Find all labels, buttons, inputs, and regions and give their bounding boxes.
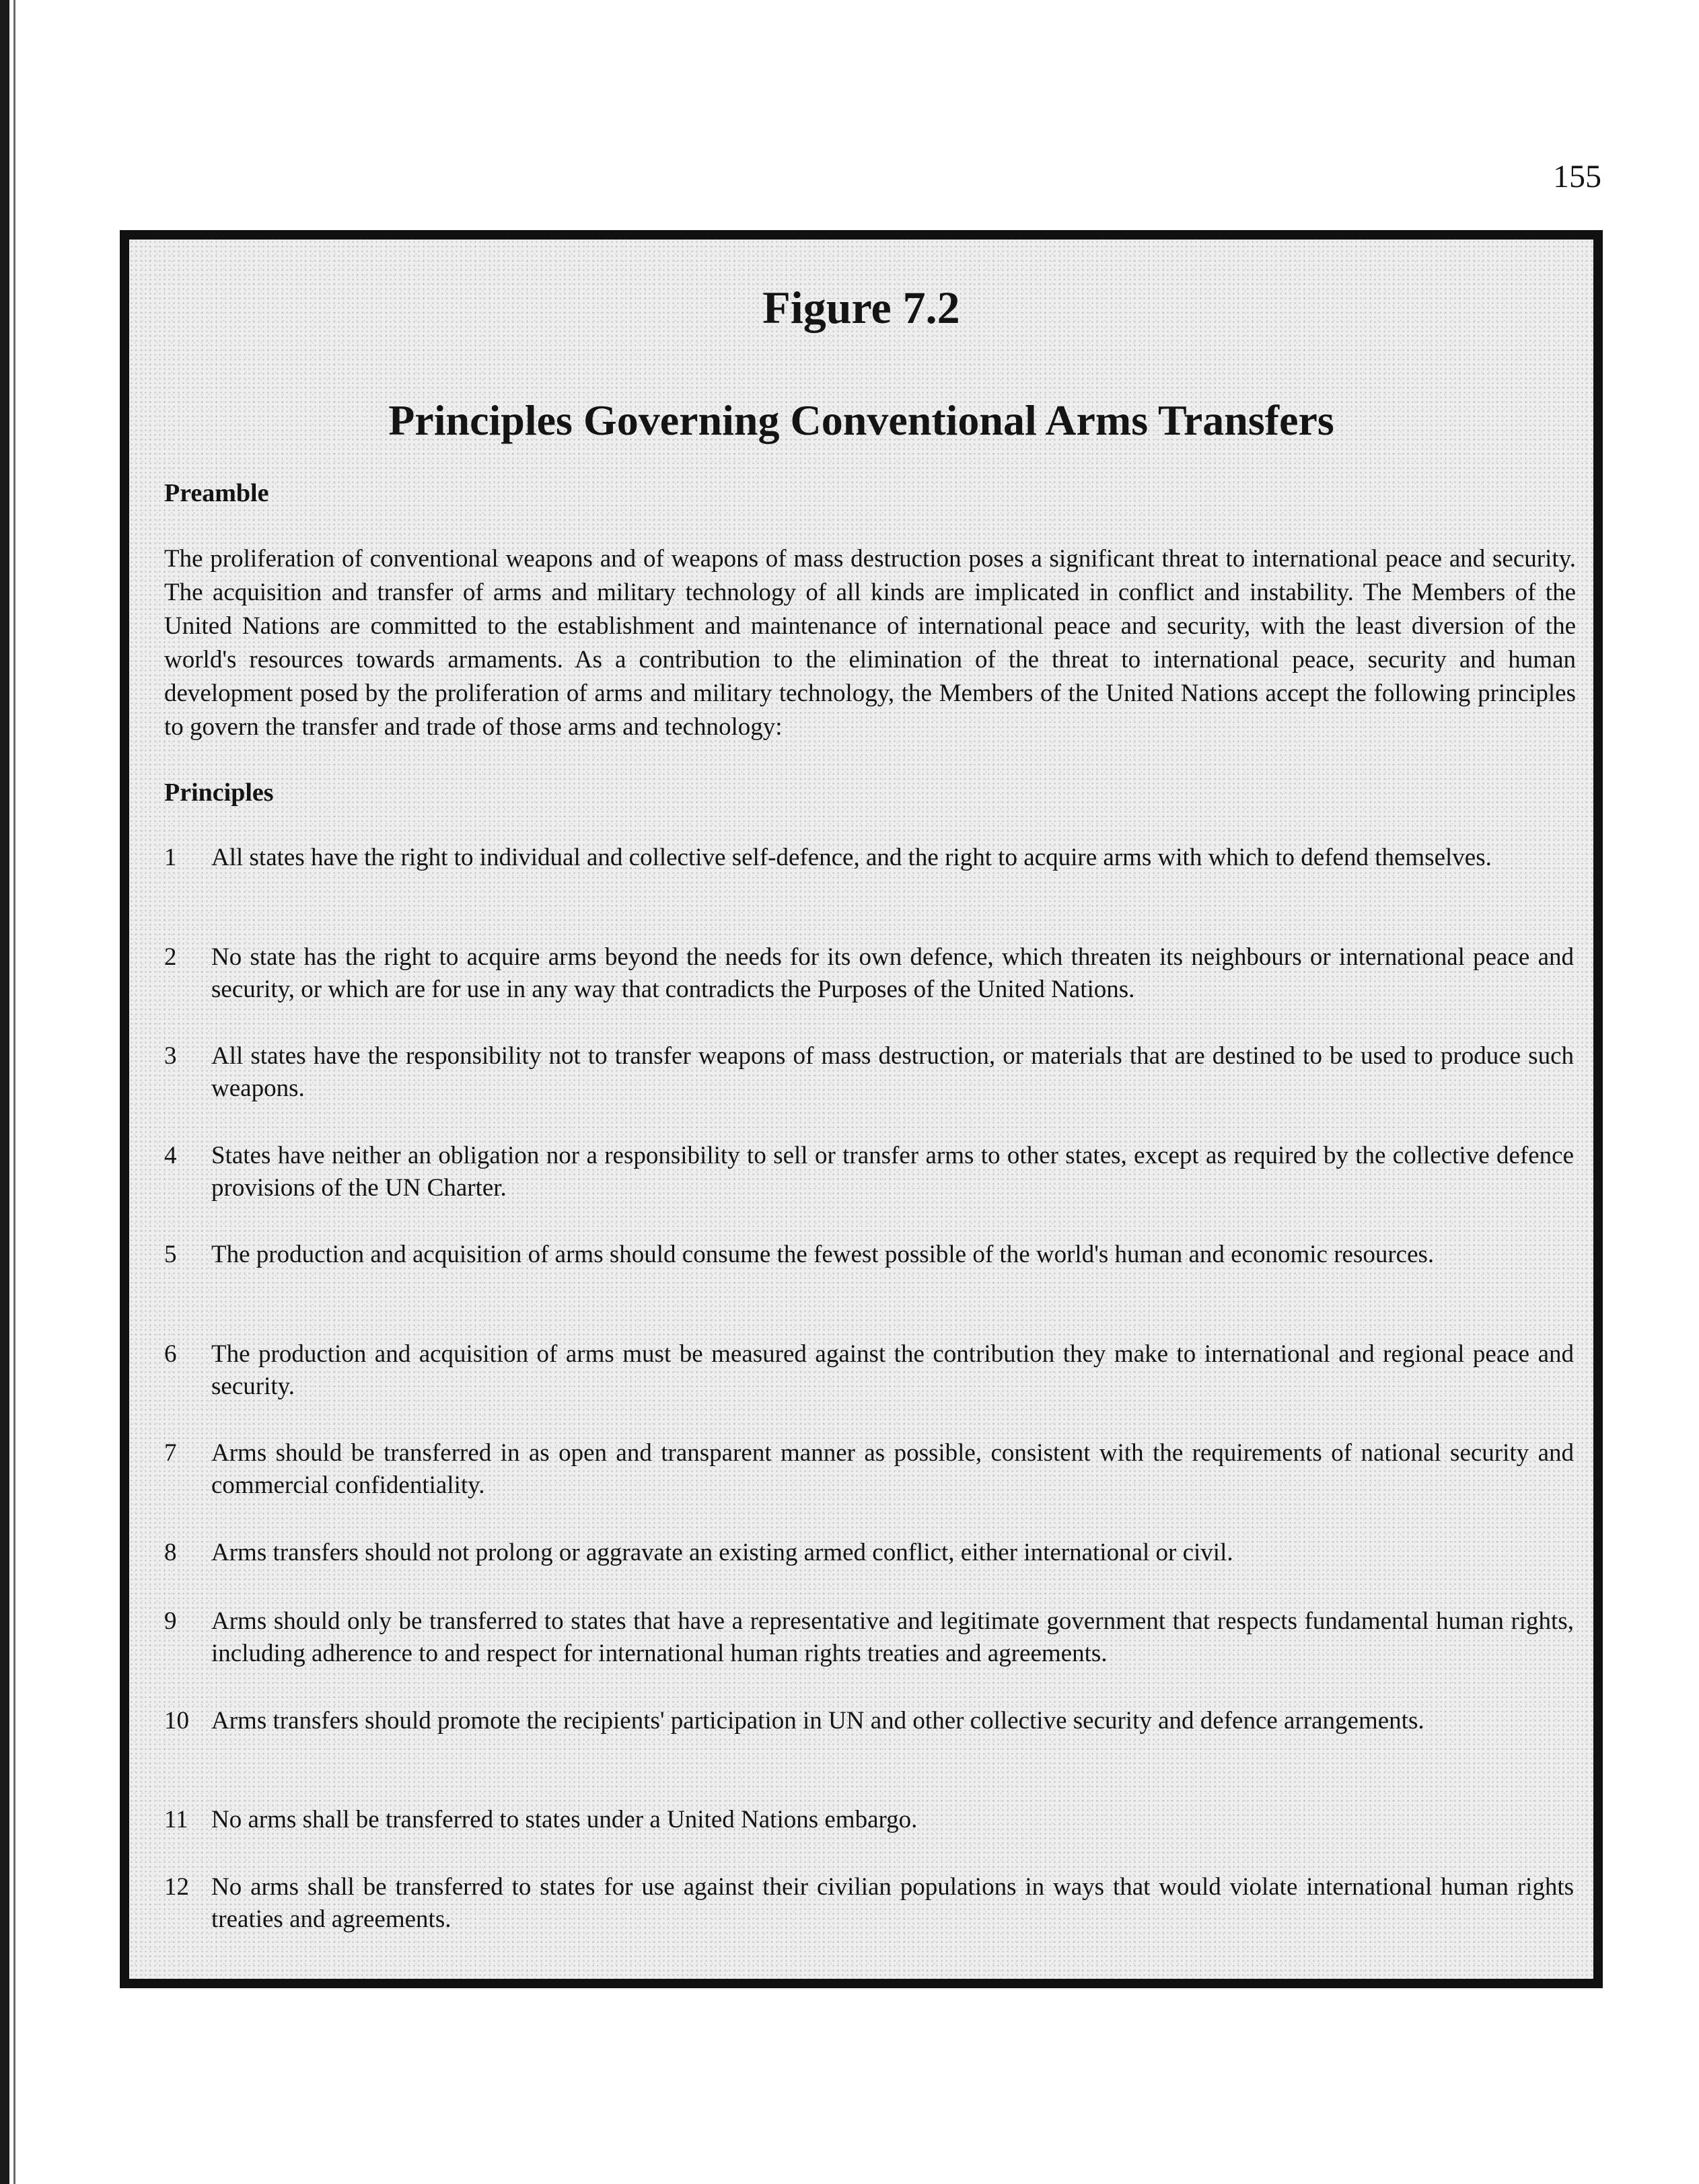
figure-label: Figure 7.2 — [762, 282, 960, 333]
principle-number: 8 — [164, 1539, 177, 1566]
scan-binding-line — [13, 0, 15, 2184]
principles-heading: Principles — [164, 778, 274, 807]
principle-text: The production and acquisition of arms must be measured against the contribution they make to international and regional peace and security. — [211, 1340, 1574, 1400]
principle-text: All states have the responsibility not to transfer weapons of mass destruction, or materials that are destined to be used to produce such weapons. — [211, 1042, 1574, 1102]
scan-binding-edge — [0, 0, 9, 2184]
principle-number: 3 — [164, 1042, 177, 1070]
principle-number: 5 — [164, 1241, 177, 1268]
principle-text: States have neither an obligation nor a responsibility to sell or transfer arms to other states, except as required by the collective defence provisions of the UN Charter. — [211, 1142, 1574, 1202]
principle-number: 9 — [164, 1607, 177, 1635]
principle-text: No arms shall be transferred to states for use against their civilian populations in ways that would violate international human rights treaties and agreements. — [211, 1873, 1574, 1933]
principle-number: 7 — [164, 1439, 177, 1467]
principle-text: All states have the right to individual and collective self-defence, and the right to acquire arms with which to defend themselves. — [211, 844, 1492, 871]
principle-number: 6 — [164, 1340, 177, 1368]
page-number: 155 — [1553, 159, 1601, 194]
preamble-heading: Preamble — [164, 479, 269, 507]
principle-text: Arms should only be transferred to states that have a representative and legitimate government that respects fundamental human rights, including adherence to and respect for international human rights treaties and agreements. — [211, 1607, 1574, 1667]
principle-number: 12 — [164, 1873, 189, 1901]
principle-text: The production and acquisition of arms should consume the fewest possible of the world's human and economic resources. — [211, 1241, 1435, 1268]
principle-number: 4 — [164, 1142, 177, 1169]
principle-text: Arms should be transferred in as open and transparent manner as possible, consistent with the requirements of national security and commercial confidentiality. — [211, 1439, 1574, 1499]
principle-text: No state has the right to acquire arms beyond the needs for its own defence, which threaten its neighbours or international peace and security, or which are for use in any way that contradicts the Purposes of the United Nations. — [211, 943, 1574, 1003]
principle-number: 1 — [164, 844, 177, 871]
preamble-text: The proliferation of conventional weapons and of weapons of mass destruction poses a significant threat to international peace and security. The acquisition and transfer of arms and military technology of all kinds are implicated in conflict and instability. The Members of the United Nations are committed to the establishment and maintenance of international peace and security, with the least diversion of the world's resources towards armaments. As a contribution to the elimination of the threat to international peace, security and human development posed by the proliferation of arms and military technology, the Members of the United Nations accept the following principles to govern the transfer and trade of those arms and technology: — [164, 545, 1576, 741]
principle-number: 11 — [164, 1806, 188, 1833]
principle-number: 2 — [164, 943, 177, 971]
figure-title: Principles Governing Conventional Arms Transfers — [388, 396, 1334, 444]
principle-text: Arms transfers should not prolong or aggravate an existing armed conflict, either international or civil. — [211, 1539, 1233, 1566]
principle-text: Arms transfers should promote the recipients' participation in UN and other collective security and defence arrangements. — [211, 1707, 1424, 1735]
figure-box — [120, 230, 1603, 1988]
principle-number: 10 — [164, 1707, 189, 1735]
principle-text: No arms shall be transferred to states under a United Nations embargo. — [211, 1806, 918, 1833]
